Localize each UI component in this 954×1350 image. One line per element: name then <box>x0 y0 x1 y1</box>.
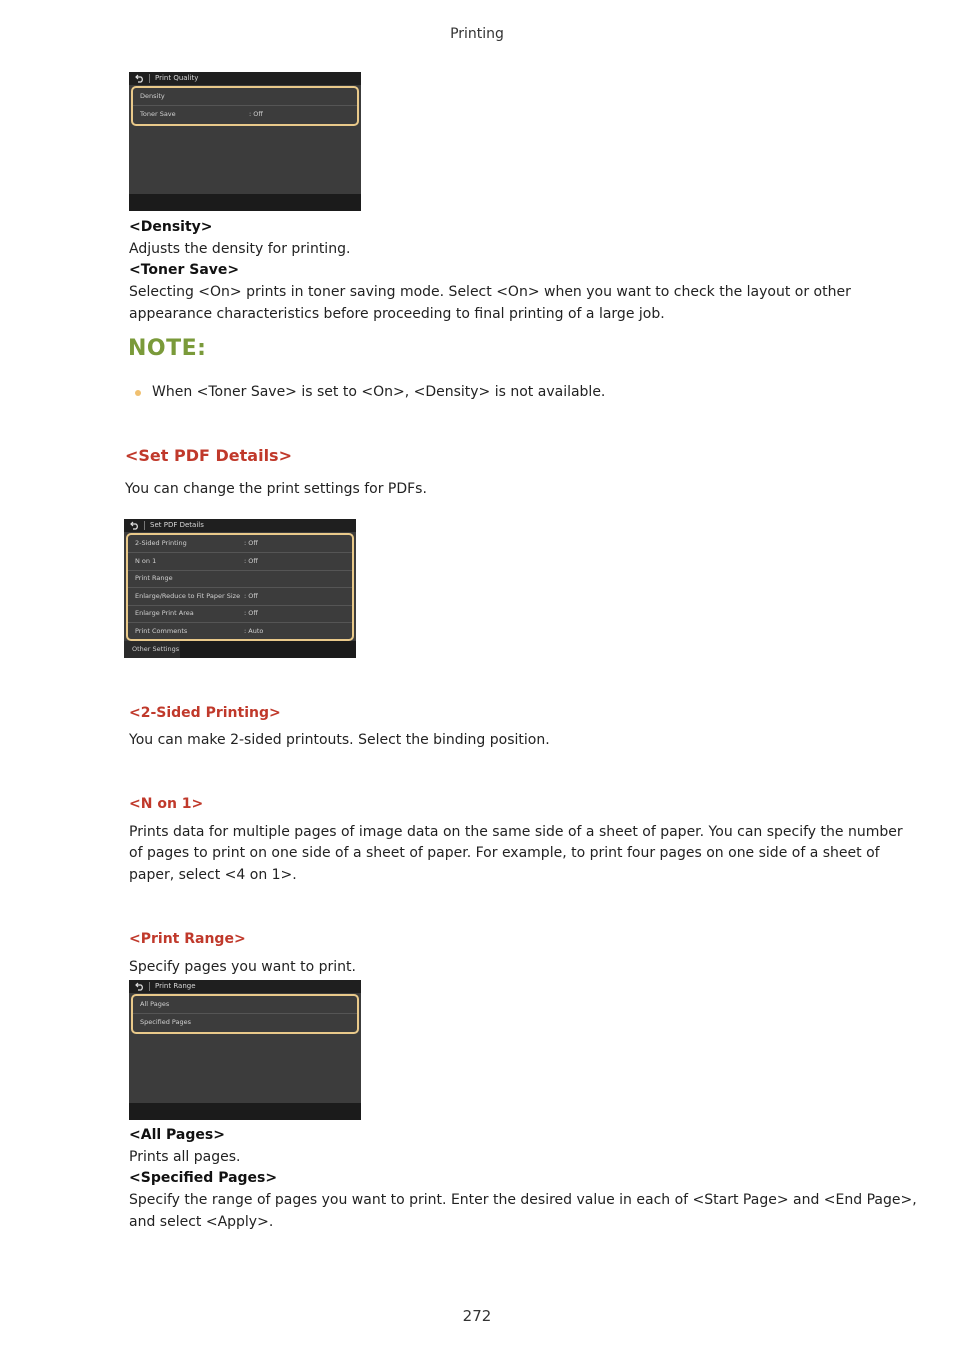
screen-title: Print Range <box>155 982 196 990</box>
selection-frame <box>131 86 359 126</box>
row-label: 2-Sided Printing <box>135 539 187 547</box>
screen-titlebar <box>124 519 356 532</box>
row-value: : Off <box>244 556 258 565</box>
note-item: When <Toner Save> is set to <On>, <Density> is not available. <box>152 384 606 400</box>
row-value: : Off <box>244 591 258 600</box>
set-pdf-details-desc: You can change the print settings for PDFs. <box>125 481 427 497</box>
title-separator <box>149 982 150 991</box>
density-desc: Adjusts the density for printing. <box>129 241 351 257</box>
page-number: 272 <box>462 1307 492 1325</box>
page-header-section: Printing <box>450 26 504 42</box>
setting-row-enlarge-reduce[interactable] <box>128 588 352 606</box>
specified-pages-desc-line1: Specify the range of pages you want to print. Enter the desired value in each of <Start Page> and <End Page>, <box>129 1192 917 1208</box>
bullet-icon <box>135 390 141 396</box>
screen-bottom-bar <box>129 1103 361 1120</box>
setting-row-2-sided-printing[interactable] <box>128 535 352 553</box>
back-icon[interactable] <box>135 74 145 83</box>
selection-frame <box>131 994 359 1034</box>
set-pdf-details-title: <Set PDF Details> <box>125 446 292 465</box>
two-sided-printing-desc: You can make 2-sided printouts. Select the binding position. <box>129 732 550 748</box>
screen-title: Set PDF Details <box>150 521 204 529</box>
back-icon[interactable] <box>130 521 140 530</box>
title-separator <box>144 521 145 530</box>
toner-save-term: <Toner Save> <box>129 262 240 278</box>
row-label: Density <box>140 92 165 100</box>
print-range-desc: Specify pages you want to print. <box>129 959 356 975</box>
setting-row-density[interactable] <box>133 88 357 106</box>
row-label: Toner Save <box>140 110 176 118</box>
row-label: N on 1 <box>135 556 157 565</box>
specified-pages-desc-line2: and select <Apply>. <box>129 1214 274 1230</box>
row-label: Print Comments <box>135 626 188 635</box>
row-value: : Off <box>244 609 258 617</box>
setting-row-specified-pages[interactable] <box>133 1014 357 1031</box>
row-label: Enlarge/Reduce to Fit Paper Size <box>135 591 241 600</box>
print-range-screenshot <box>129 980 361 1120</box>
screen-bottom-bar <box>129 194 361 211</box>
note-title: NOTE: <box>128 336 207 361</box>
setting-row-print-range[interactable] <box>128 570 352 588</box>
all-pages-term: <All Pages> <box>129 1127 225 1143</box>
row-label: Specified Pages <box>140 1018 192 1026</box>
row-label: All Pages <box>140 1000 170 1008</box>
screen-titlebar <box>129 980 361 993</box>
screen-titlebar <box>129 72 361 85</box>
n-on-1-desc-line2: of pages to print on one side of a sheet of paper. For example, to print four pages on one side of a sheet of <box>129 845 880 861</box>
row-value: : Off <box>244 539 258 547</box>
setting-row-toner-save[interactable] <box>133 106 357 123</box>
setting-row-enlarge-print-area[interactable] <box>128 605 352 623</box>
row-label: Print Range <box>135 574 173 582</box>
selection-frame <box>126 533 354 641</box>
other-settings-button[interactable]: Other Settings <box>124 641 180 658</box>
n-on-1-title: <N on 1> <box>129 796 204 812</box>
back-icon[interactable] <box>135 982 145 991</box>
toner-save-desc-line2: appearance characteristics before proceeding to final printing of a large job. <box>129 306 665 322</box>
print-quality-screenshot <box>129 72 361 211</box>
specified-pages-term: <Specified Pages> <box>129 1170 278 1186</box>
screen-title: Print Quality <box>155 74 199 82</box>
setting-row-all-pages[interactable] <box>133 996 357 1014</box>
n-on-1-desc-line3: paper, select <4 on 1>. <box>129 867 297 883</box>
n-on-1-desc-line1: Prints data for multiple pages of image data on the same side of a sheet of paper. You can specify the number <box>129 824 903 840</box>
all-pages-desc: Prints all pages. <box>129 1149 241 1165</box>
toner-save-desc-line1: Selecting <On> prints in toner saving mode. Select <On> when you want to check the layout or other <box>129 284 851 300</box>
row-value: : Auto <box>244 626 264 635</box>
print-range-title: <Print Range> <box>129 931 246 947</box>
set-pdf-details-screenshot <box>124 519 356 658</box>
setting-row-n-on-1[interactable] <box>128 553 352 571</box>
row-label: Enlarge Print Area <box>135 609 194 617</box>
setting-row-print-comments[interactable] <box>128 623 352 640</box>
row-value: : Off <box>249 110 263 118</box>
density-term: <Density> <box>129 219 213 235</box>
title-separator <box>149 74 150 83</box>
two-sided-printing-title: <2-Sided Printing> <box>129 705 281 721</box>
screen-bottom-bar <box>124 641 356 658</box>
